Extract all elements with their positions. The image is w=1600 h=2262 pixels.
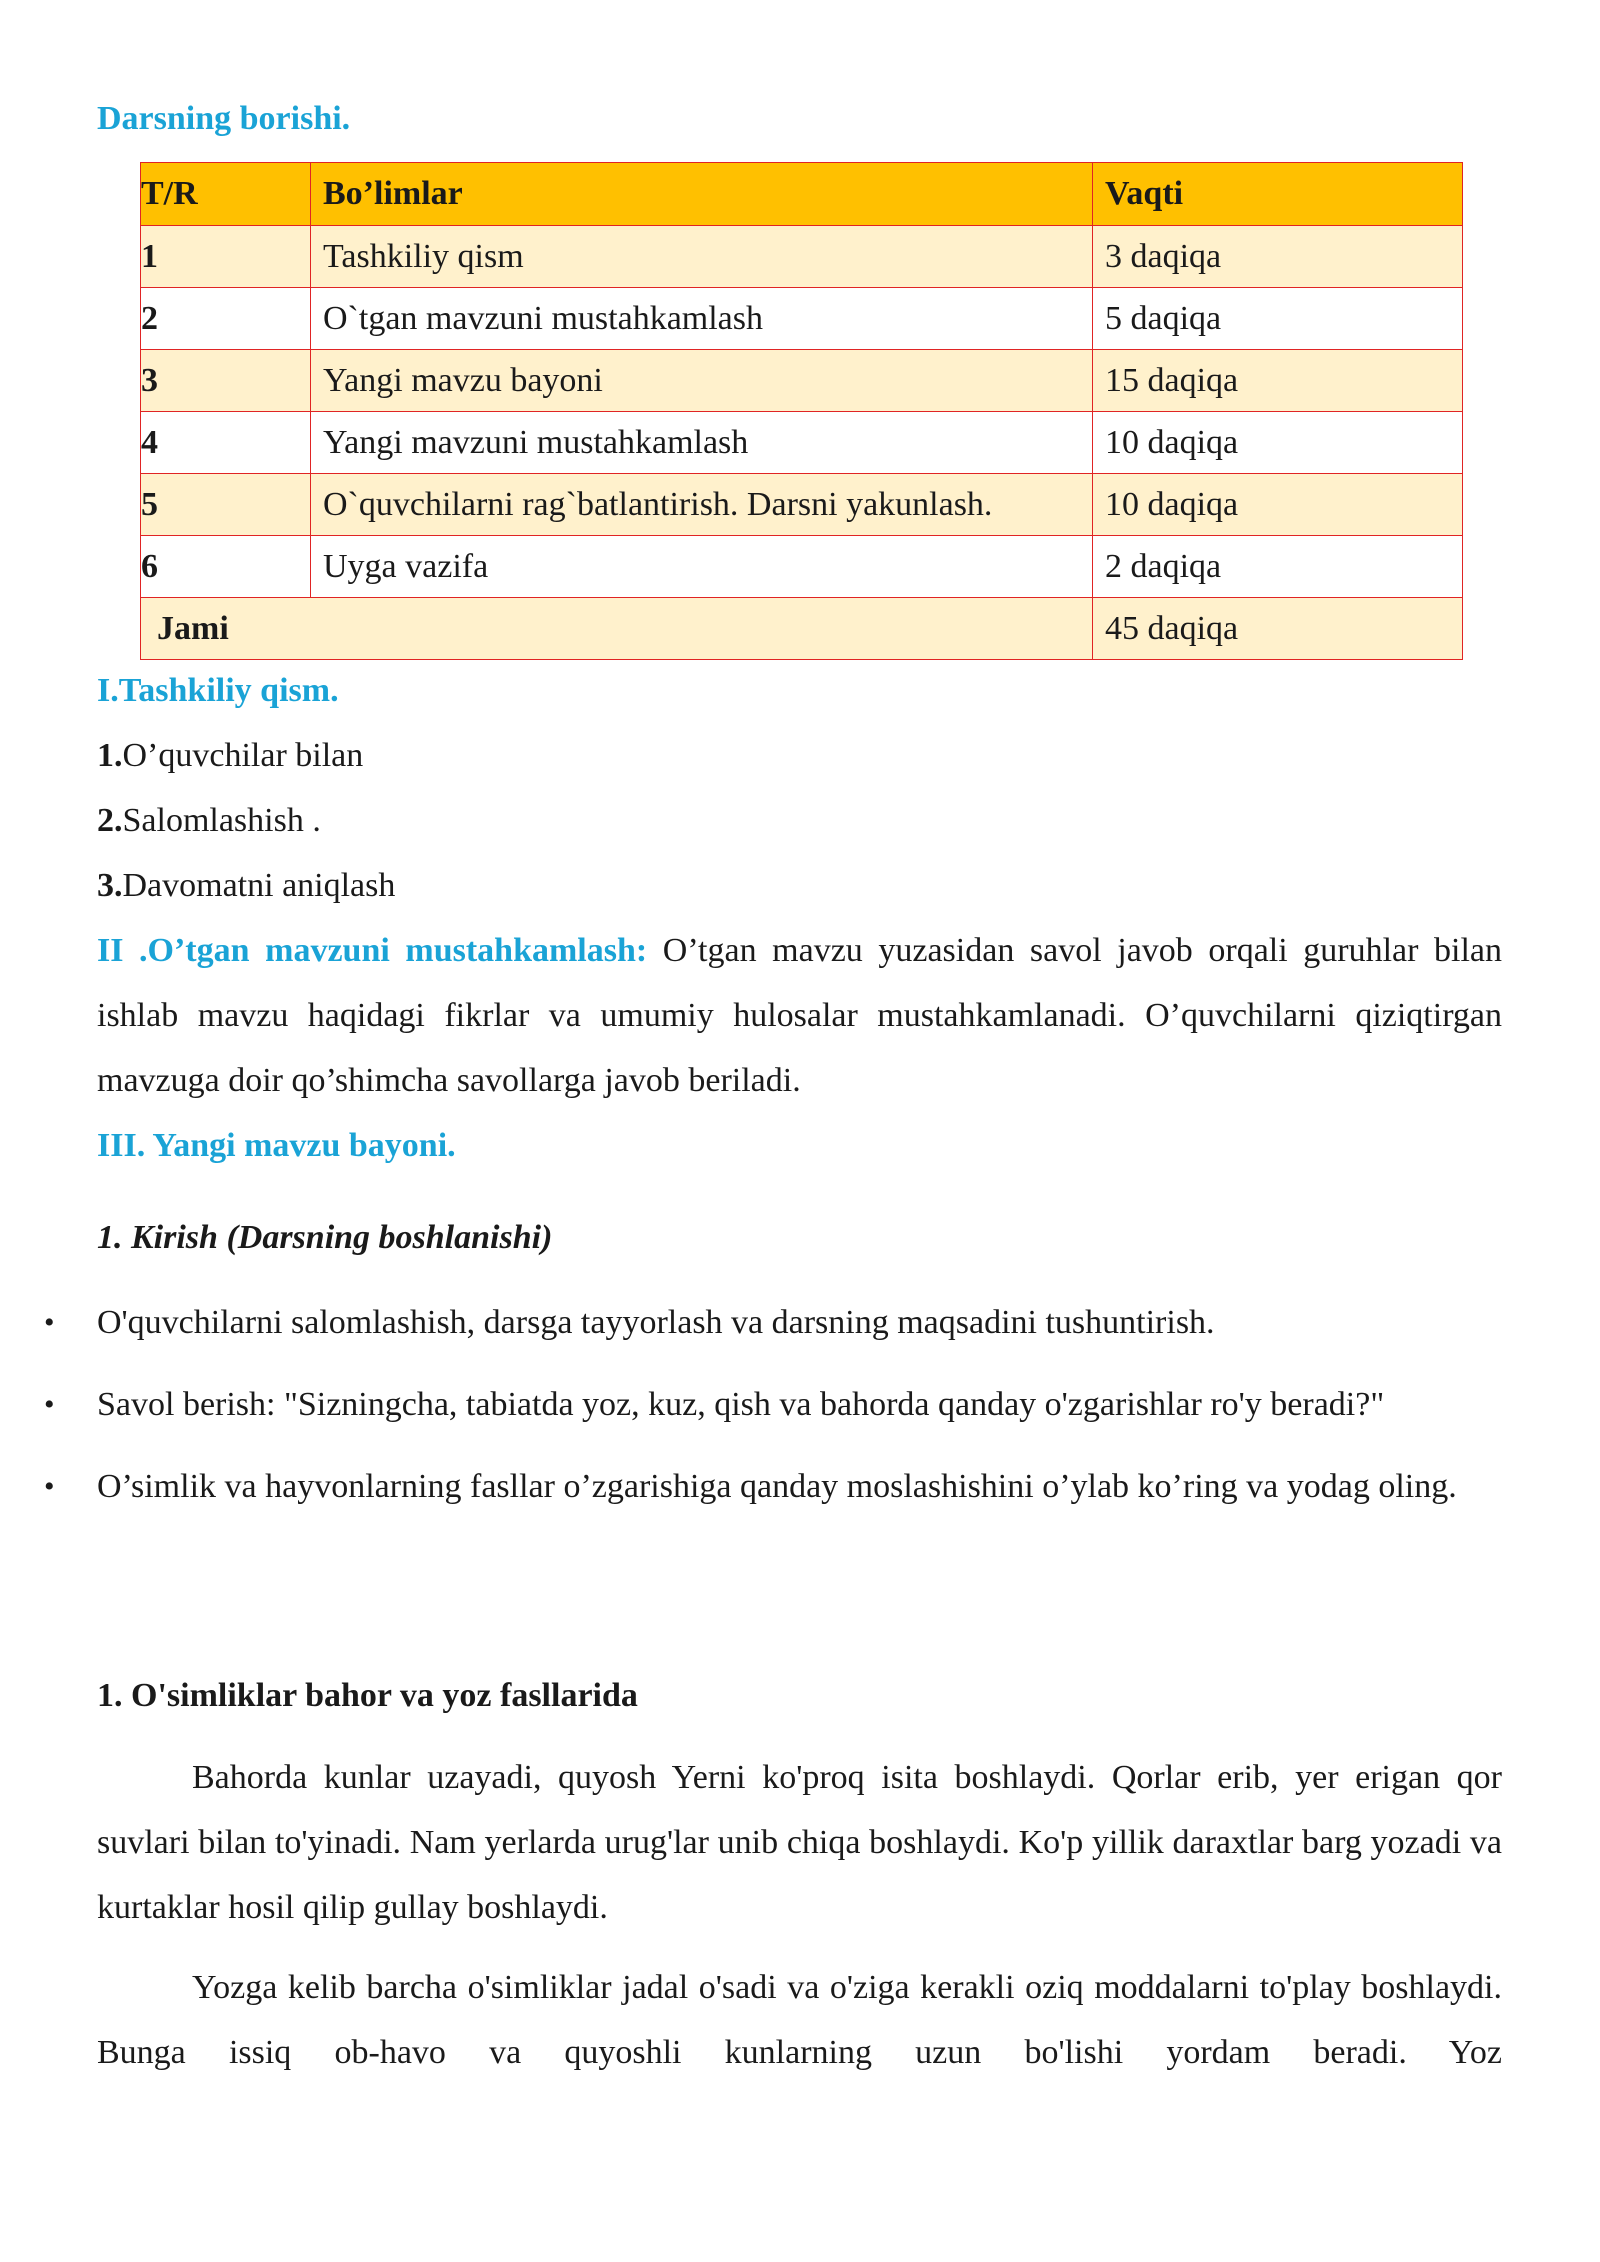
- table-row: [141, 226, 1463, 288]
- row-number: 6: [141, 536, 311, 598]
- item-text: Salomlashish .: [122, 802, 321, 839]
- list-item: [97, 788, 1502, 853]
- table-row: [141, 412, 1463, 474]
- row-time: 15 daqiqa: [1093, 350, 1463, 412]
- lesson-heading: Darsning borishi.: [97, 100, 351, 137]
- list-item: [97, 723, 1502, 788]
- row-number: 3: [141, 350, 311, 412]
- section3-subtitle: 1. Kirish (Darsning boshlanishi): [97, 1219, 553, 1256]
- list-item: [0, 1372, 1600, 1437]
- bullet-icon: •: [44, 1306, 55, 1339]
- row-section: Yangi mavzu bayoni: [311, 350, 1093, 412]
- table-total-row: [141, 598, 1463, 660]
- section1-title: I.Tashkiliy qism.: [97, 672, 339, 709]
- list-item: [97, 853, 1502, 918]
- row-time: 10 daqiqa: [1093, 474, 1463, 536]
- section2-paragraph: [97, 918, 1502, 1113]
- list-item: [0, 1290, 1600, 1355]
- total-time: 45 daqiqa: [1093, 598, 1463, 660]
- row-time: 10 daqiqa: [1093, 412, 1463, 474]
- row-number: 4: [141, 412, 311, 474]
- row-number: 2: [141, 288, 311, 350]
- row-time: 2 daqiqa: [1093, 536, 1463, 598]
- bullet-text: Savol berish: "Sizningcha, tabiatda yoz, kuz, qish va bahorda qanday o'zgarishlar ro'y beradi?": [97, 1386, 1385, 1423]
- header-sections: Bo’limlar: [311, 163, 1093, 226]
- section3-title: III. Yangi mavzu bayoni.: [97, 1127, 456, 1164]
- body-paragraph: Bahorda kunlar uzayadi, quyosh Yerni ko'proq isita boshlaydi. Qorlar erib, yer erigan qor suvlari bilan to'yinadi. Nam yerlarda urug'lar unib chiqa boshlaydi. Ko'p yillik daraxtlar barg yozadi va kurtaklar hosil qilip gullay boshlaydi.: [97, 1759, 1502, 1926]
- total-label: Jami: [141, 598, 1093, 660]
- lesson-plan-table: [140, 162, 1463, 660]
- table-row: [141, 536, 1463, 598]
- bullet-icon: •: [44, 1470, 55, 1503]
- section2-title: II .O’tgan mavzuni mustahkamlash:: [97, 932, 648, 969]
- item-text: Davomatni aniqlash: [122, 867, 396, 904]
- table-header-row: [141, 163, 1463, 226]
- table-row: [141, 474, 1463, 536]
- subsection-heading: 1. O'simliklar bahor va yoz fasllarida: [97, 1677, 638, 1714]
- bullet-text: O’simlik va hayvonlarning fasllar o’zgarishiga qanday moslashishini o’ylab ko’ring va yodag oling.: [97, 1468, 1457, 1505]
- bullet-list: [0, 1290, 1600, 1519]
- row-section: O`quvchilarni rag`batlantirish. Darsni yakunlash.: [311, 474, 1093, 536]
- item-number: 1.: [97, 737, 123, 774]
- body-paragraph: Yozga kelib barcha o'simliklar jadal o'sadi va o'ziga kerakli oziq moddalarni to'play boshlaydi. Bunga issiq ob-havo va quyoshli kunlarning uzun bo'lishi yordam beradi. Yoz: [97, 1969, 1502, 2071]
- row-section: Tashkiliy qism: [311, 226, 1093, 288]
- item-number: 3.: [97, 867, 123, 904]
- header-tr: T/R: [141, 163, 311, 226]
- item-text: O’quvchilar bilan: [122, 737, 364, 774]
- row-section: Yangi mavzuni mustahkamlash: [311, 412, 1093, 474]
- header-time: Vaqti: [1093, 163, 1463, 226]
- row-number: 1: [141, 226, 311, 288]
- bullet-icon: •: [44, 1388, 55, 1421]
- bullet-text: O'quvchilarni salomlashish, darsga tayyorlash va darsning maqsadini tushuntirish.: [97, 1304, 1215, 1341]
- list-item: [0, 1454, 1600, 1519]
- row-time: 3 daqiqa: [1093, 226, 1463, 288]
- item-number: 2.: [97, 802, 123, 839]
- row-section: O`tgan mavzuni mustahkamlash: [311, 288, 1093, 350]
- row-time: 5 daqiqa: [1093, 288, 1463, 350]
- section2-text: O’tgan mavzu yuzasidan savol javob orqali guruhlar bilan ishlab mavzu haqidagi fikrlar va umumiy hulosalar mustahkamlanadi. O’quvchilarni qiziqtirgan mavzuga doir qo’shimcha savollarga javob beriladi.: [97, 932, 1502, 1099]
- table-row: [141, 288, 1463, 350]
- table-row: [141, 350, 1463, 412]
- row-number: 5: [141, 474, 311, 536]
- row-section: Uyga vazifa: [311, 536, 1093, 598]
